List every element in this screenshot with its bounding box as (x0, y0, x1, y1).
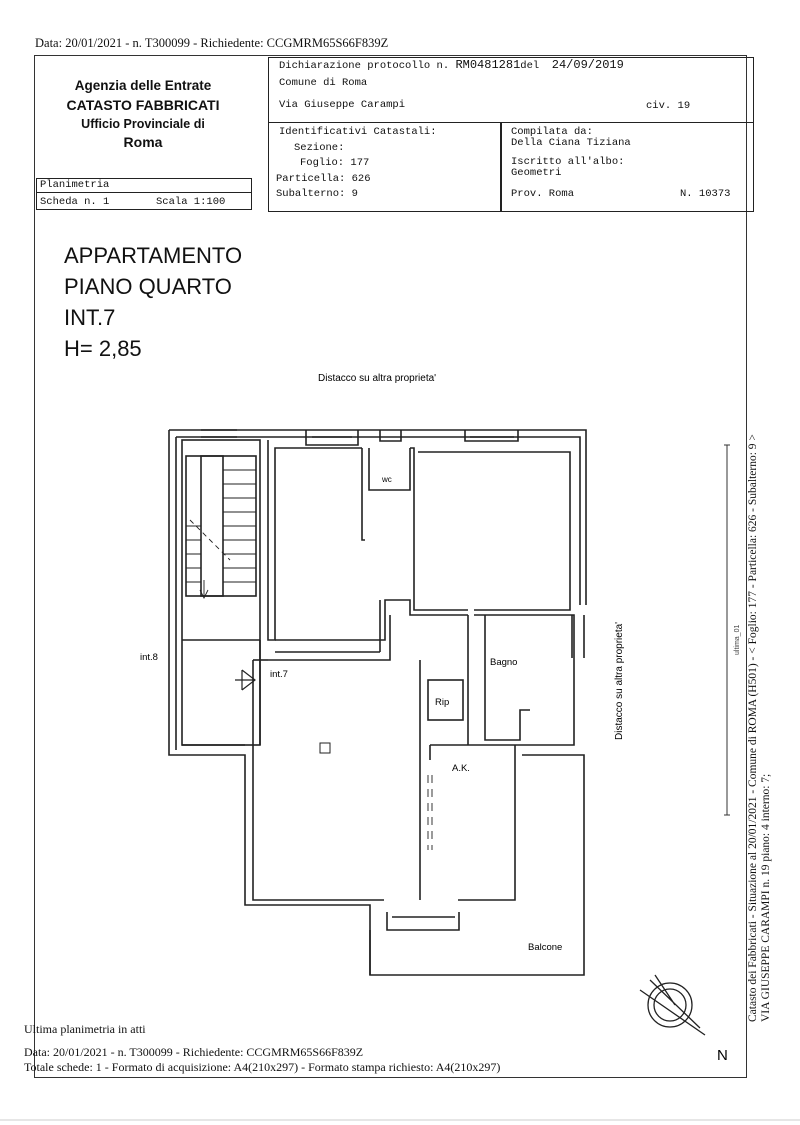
rip-label: Rip (435, 697, 450, 708)
foglio-label: Foglio: (300, 157, 345, 169)
scan-edge (0, 1119, 800, 1121)
civ-label: civ. (646, 100, 672, 112)
int8-label: int.8 (140, 652, 158, 663)
albo-number: 10373 (698, 188, 731, 200)
footer-line1: Data: 20/01/2021 - n. T300099 - Richiedente: CCGMRM65S66F839Z (24, 1045, 364, 1059)
side-text-line1: Catasto dei Fabbricati - Situazione al 20/01/2021 - Comune di ROMA (H501) - < Foglio: 177 - Particella: 626 - Subalterno: 9 > (747, 434, 759, 1022)
profession: Geometri (511, 167, 562, 179)
office-label: Ufficio Provinciale di (81, 117, 205, 131)
comune: Comune di Roma (279, 77, 368, 89)
top-header: Data: 20/01/2021 - n. T300099 - Richiedente: CCGMRM65S66F839Z (35, 36, 389, 50)
distacco-top-label: Distacco su altra proprieta' (318, 373, 437, 384)
bagno-label: Bagno (490, 657, 518, 668)
street: Via Giuseppe Carampi (279, 99, 406, 111)
distacco-right-label: Distacco su altra proprieta' (614, 621, 625, 740)
north-arrow-icon (640, 975, 705, 1035)
interior: INT.7 (64, 305, 116, 330)
del-label: del (520, 60, 540, 72)
int7-label: int.7 (270, 669, 288, 680)
side-stamp: ultima_01 (734, 624, 741, 655)
ak-label: A.K. (452, 763, 470, 774)
ultima-label: Ultima planimetria in atti (24, 1022, 146, 1036)
civ-number: 19 (677, 100, 691, 112)
protocol-number: RM0481281 (455, 58, 521, 72)
floor: PIANO QUARTO (64, 274, 232, 299)
catasto-title: CATASTO FABBRICATI (66, 97, 220, 113)
dimension-line (724, 445, 730, 815)
scheda-number: Scheda n. 1 (40, 196, 110, 208)
sezione-label: Sezione: (294, 142, 345, 154)
north-label: N (717, 1047, 728, 1064)
albo-n-label: N. (680, 188, 693, 200)
compiler-name: Della Ciana Tiziana (511, 137, 631, 149)
declaration-date: 24/09/2019 (551, 58, 624, 72)
agency-name: Agenzia delle Entrate (74, 78, 212, 93)
subalterno-value: 9 (351, 188, 358, 200)
planimetria-title: Planimetria (40, 179, 110, 191)
compiler-title: Compilata da: (511, 126, 593, 138)
unit-type: APPARTAMENTO (64, 243, 243, 268)
side-text-line2: VIA GIUSEPPE CARAMPI n. 19 piano: 4 interno: 7; (760, 773, 772, 1022)
identifiers-title: Identificativi Catastali: (279, 126, 437, 138)
office-city: Roma (123, 134, 163, 150)
scale: Scala 1:100 (156, 196, 226, 208)
particella-value: 626 (351, 173, 371, 185)
albo-label: Iscritto all'albo: (511, 156, 625, 168)
balcone-label: Balcone (528, 942, 563, 953)
foglio-value: 177 (350, 157, 370, 169)
particella-label: Particella: (276, 173, 346, 185)
province: Prov. Roma (511, 188, 575, 200)
subalterno-label: Subalterno: (276, 188, 346, 200)
height: H= 2,85 (64, 336, 142, 361)
footer-line2: Totale schede: 1 - Formato di acquisizione: A4(210x297) - Formato stampa richiesto: A4(210x297) (24, 1060, 501, 1074)
declaration-label: Dichiarazione protocollo n. (279, 60, 450, 72)
wc-label: wc (382, 475, 392, 484)
